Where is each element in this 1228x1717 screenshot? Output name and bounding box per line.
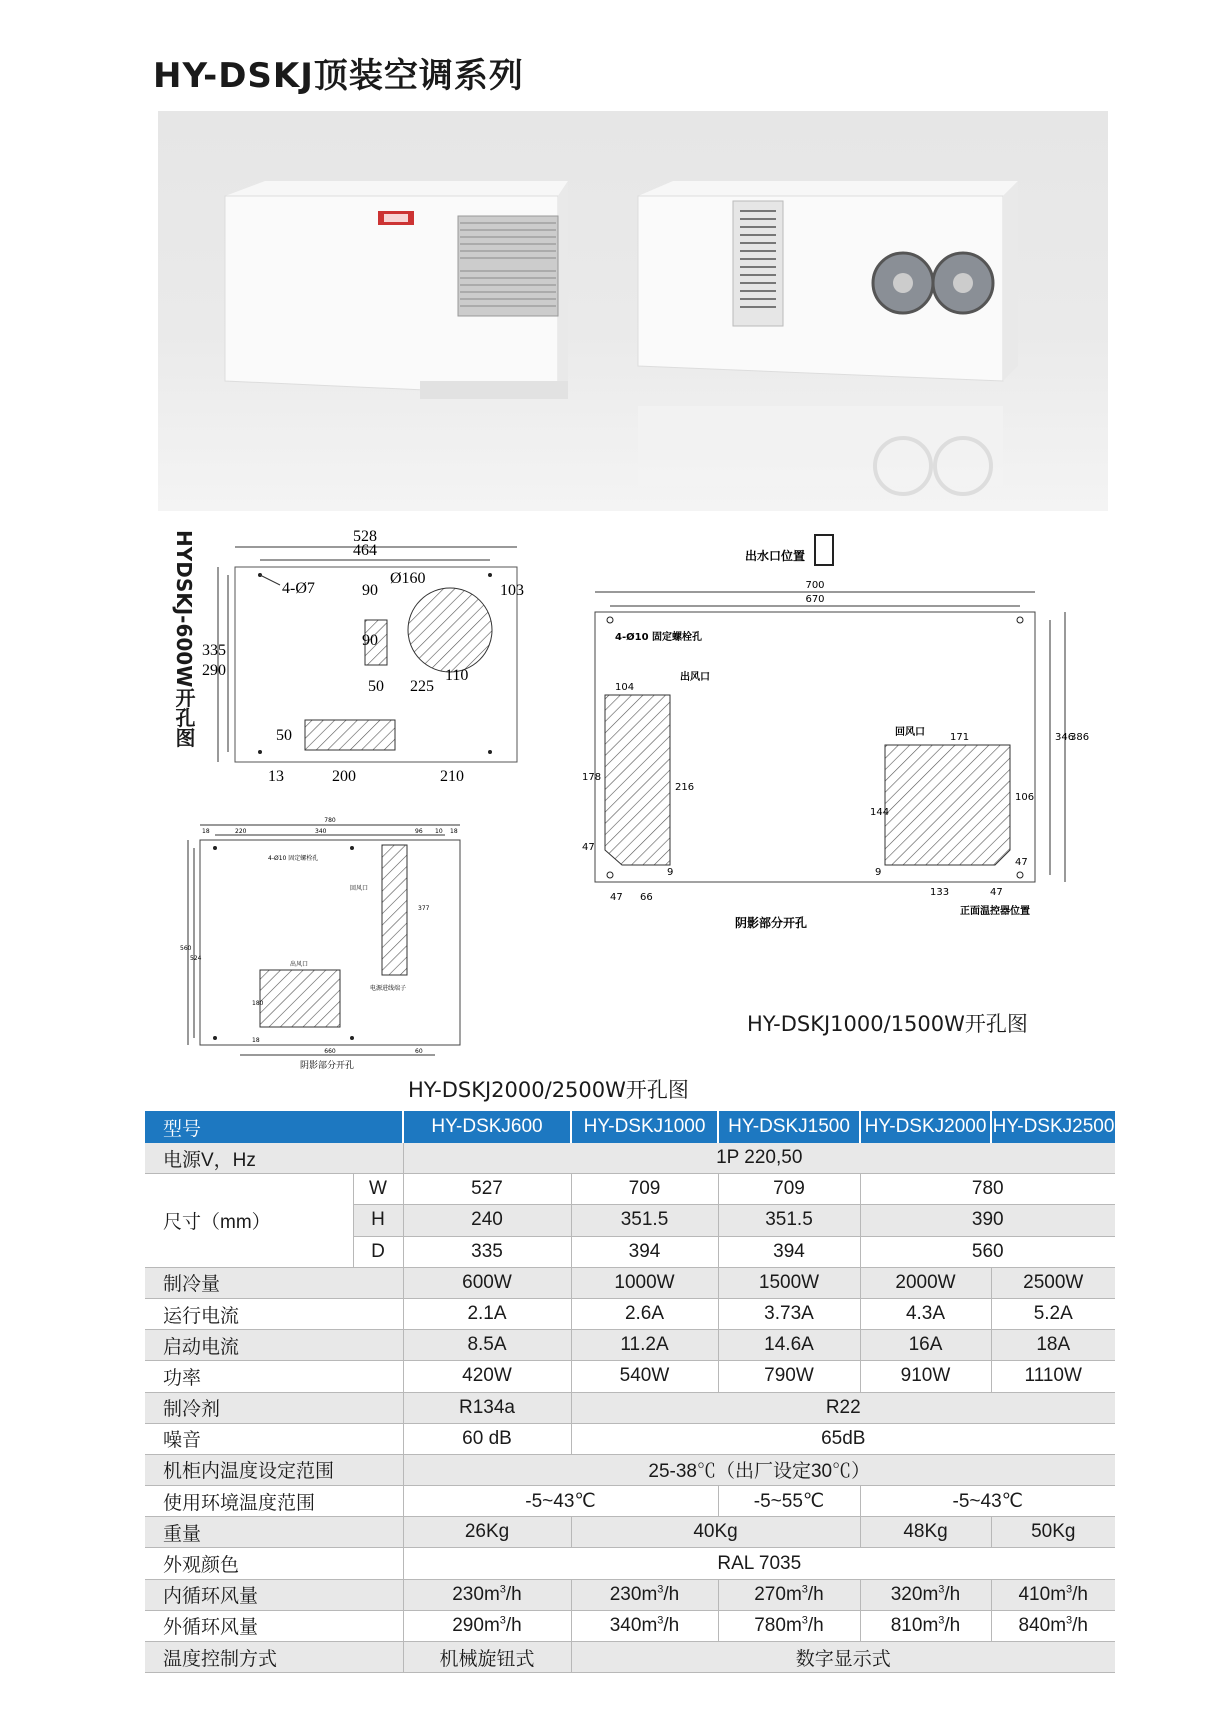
dim-9b: 9 — [875, 867, 882, 878]
value: 270 — [754, 1583, 786, 1605]
dim-106: 106 — [1015, 792, 1035, 803]
cell — [403, 1610, 571, 1641]
cell: 2.1A — [403, 1298, 571, 1329]
cell: 50Kg — [991, 1517, 1115, 1548]
dim-178: 178 — [582, 772, 602, 783]
dim-hole: 4-Ø7 — [282, 580, 315, 597]
unit: /h — [663, 1614, 680, 1636]
unit-sup: 3 — [1066, 1583, 1073, 1596]
value: 780 — [754, 1614, 786, 1636]
cell: 25-38℃（出厂设定30℃） — [403, 1454, 1115, 1485]
cell — [571, 1610, 718, 1641]
unit-sup: 3 — [938, 1614, 945, 1627]
page-title: HY-DSKJ顶装空调系列 — [153, 56, 524, 96]
cell: 2.6A — [571, 1298, 718, 1329]
label-air-out: 出风口 — [680, 672, 710, 683]
header-1500: HY-DSKJ1500 — [718, 1111, 860, 1143]
dim-103: 103 — [500, 582, 524, 599]
label-shaded: 阴影部分开孔 — [735, 916, 808, 930]
cell: 910W — [860, 1361, 991, 1392]
unit: m — [785, 1614, 802, 1636]
dim-13: 13 — [268, 768, 284, 785]
dim-700: 700 — [805, 580, 825, 591]
dim-133: 133 — [930, 887, 950, 898]
dim-18b: 18 — [450, 828, 458, 835]
row-label: 制冷量 — [145, 1267, 403, 1298]
drawing-600w — [200, 515, 540, 795]
unit: /h — [807, 1614, 824, 1636]
cell: 40Kg — [571, 1517, 860, 1548]
cell: -5~43℃ — [403, 1486, 718, 1517]
unit: m — [641, 1614, 658, 1636]
value: 410 — [1018, 1583, 1051, 1605]
table-header-row — [145, 1111, 1115, 1143]
unit: /h — [505, 1614, 522, 1636]
unit-sup: 3 — [1066, 1614, 1073, 1627]
value: 810 — [890, 1614, 923, 1636]
unit: /h — [1072, 1614, 1088, 1636]
table-row — [145, 1298, 1115, 1329]
unit-sup: 3 — [938, 1583, 945, 1596]
spec-table — [145, 1111, 1115, 1673]
dim-220: 220 — [235, 828, 247, 835]
cell: 390 — [860, 1205, 1115, 1236]
cell: 780 — [860, 1174, 1115, 1205]
label-power: 电源进线端子 — [370, 985, 407, 992]
row-label: 噪音 — [145, 1423, 403, 1454]
row-label: 重量 — [145, 1517, 403, 1548]
product-photo — [158, 111, 1108, 511]
row-label: 运行电流 — [145, 1298, 403, 1329]
cell — [991, 1579, 1115, 1610]
cell: D — [353, 1236, 403, 1267]
cell — [991, 1610, 1115, 1641]
cell: 394 — [718, 1236, 860, 1267]
unit: m — [483, 1583, 500, 1605]
label-air-out-2000: 回风口 — [350, 885, 369, 892]
dim-18: 18 — [252, 1037, 260, 1044]
cell: 240 — [403, 1205, 571, 1236]
dim-340: 340 — [315, 828, 327, 835]
table-row — [145, 1548, 1115, 1579]
drawing-1000w — [570, 530, 1110, 990]
cell: 600W — [403, 1267, 571, 1298]
table-row — [145, 1517, 1115, 1548]
cell: 18A — [991, 1330, 1115, 1361]
cell — [718, 1610, 860, 1641]
label-air-return-2000: 出风口 — [290, 961, 309, 968]
unit: /h — [505, 1583, 522, 1605]
value: 230 — [452, 1583, 484, 1605]
cell: 1P 220,50 — [403, 1143, 1115, 1174]
header-2000: HY-DSKJ2000 — [860, 1111, 991, 1143]
table-row — [145, 1642, 1115, 1673]
cell: 709 — [571, 1174, 718, 1205]
unit-sup: 3 — [801, 1614, 808, 1627]
cell: 2500W — [991, 1267, 1115, 1298]
row-label: 启动电流 — [145, 1330, 403, 1361]
dim-10: 10 — [435, 828, 443, 835]
row-label: 尺寸（mm） — [145, 1174, 353, 1268]
value: 320 — [890, 1583, 923, 1605]
row-label: 外循环风量 — [145, 1610, 403, 1641]
dim-660: 660 — [324, 1048, 336, 1055]
value: 340 — [609, 1614, 642, 1636]
dim-386: 386 — [1070, 732, 1090, 743]
cell: 351.5 — [718, 1205, 860, 1236]
dim-18a: 18 — [202, 828, 210, 835]
cell: 420W — [403, 1361, 571, 1392]
dim-780: 780 — [324, 817, 336, 824]
dim-528: 528 — [353, 528, 377, 545]
cell — [860, 1579, 991, 1610]
dim-47a: 47 — [582, 842, 595, 853]
unit: m — [922, 1583, 939, 1605]
unit-sup: 3 — [499, 1583, 506, 1596]
label-fix-hole: 4-Ø10 固定螺栓孔 — [615, 632, 703, 643]
dim-50: 50 — [368, 678, 384, 695]
dim-47b: 47 — [1015, 857, 1028, 868]
dim-200: 200 — [332, 768, 356, 785]
dim-96: 96 — [415, 828, 423, 835]
unit-sup: 3 — [657, 1583, 664, 1596]
row-label: 电源V，Hz — [145, 1143, 403, 1174]
dim-47c: 47 — [990, 887, 1003, 898]
dim-9a: 9 — [667, 867, 674, 878]
value: 230 — [609, 1583, 642, 1605]
label-air-return: 回风口 — [895, 727, 925, 738]
water-outlet-icon — [815, 535, 833, 565]
table-row — [145, 1423, 1115, 1454]
dim-524: 524 — [190, 955, 202, 962]
unit: m — [1050, 1583, 1067, 1605]
cell: 14.6A — [718, 1330, 860, 1361]
dim-560: 560 — [180, 945, 192, 952]
cell: 2000W — [860, 1267, 991, 1298]
unit: /h — [807, 1583, 824, 1605]
table-row — [145, 1174, 1115, 1205]
unit: /h — [944, 1614, 961, 1636]
cell: 335 — [403, 1236, 571, 1267]
dim-290: 290 — [202, 662, 226, 679]
dim-225: 225 — [410, 678, 434, 695]
cell: 机械旋钮式 — [403, 1642, 571, 1673]
cell — [718, 1579, 860, 1610]
unit: m — [922, 1614, 939, 1636]
cell: R22 — [571, 1392, 1115, 1423]
unit: /h — [944, 1583, 961, 1605]
drawing-2000w — [180, 810, 480, 1080]
cell: 48Kg — [860, 1517, 991, 1548]
cell: 16A — [860, 1330, 991, 1361]
cell — [860, 1610, 991, 1641]
dim-60: 60 — [415, 1048, 423, 1055]
unit: m — [1050, 1614, 1067, 1636]
dim-464: 464 — [353, 542, 377, 559]
dim-90b: 90 — [362, 632, 378, 649]
cell: 数字显示式 — [571, 1642, 1115, 1673]
value: 290 — [452, 1614, 484, 1636]
label-controller: 正面温控器位置 — [960, 906, 1030, 917]
unit: m — [641, 1583, 658, 1605]
cell: 5.2A — [991, 1298, 1115, 1329]
dim-circle: Ø160 — [390, 570, 426, 587]
cell: 394 — [571, 1236, 718, 1267]
unit-sup: 3 — [499, 1614, 506, 1627]
row-label: 功率 — [145, 1361, 403, 1392]
value: 840 — [1018, 1614, 1051, 1636]
row-label: 机柜内温度设定范围 — [145, 1454, 403, 1485]
cell: 540W — [571, 1361, 718, 1392]
table-row — [145, 1610, 1115, 1641]
label-fix-hole-2000: 4-Ø10 固定螺栓孔 — [268, 855, 319, 862]
unit: /h — [1072, 1583, 1088, 1605]
row-label: 外观颜色 — [145, 1548, 403, 1579]
header-model: 型号 — [145, 1111, 403, 1143]
table-row — [145, 1579, 1115, 1610]
cell: 1110W — [991, 1361, 1115, 1392]
cell: 60 dB — [403, 1423, 571, 1454]
dim-110: 110 — [445, 667, 469, 684]
header-600: HY-DSKJ600 — [403, 1111, 571, 1143]
header-2500: HY-DSKJ2500 — [991, 1111, 1115, 1143]
row-label: 制冷剂 — [145, 1392, 403, 1423]
unit: /h — [663, 1583, 680, 1605]
caption-2000w: HY-DSKJ2000/2500W开孔图 — [408, 1078, 689, 1102]
cell: 4.3A — [860, 1298, 991, 1329]
cell: 1000W — [571, 1267, 718, 1298]
dim-47: 47 — [610, 892, 623, 903]
label-shaded-2000: 阴影部分开孔 — [300, 1061, 355, 1071]
table-row — [145, 1330, 1115, 1361]
dim-144: 144 — [870, 807, 890, 818]
dim-210: 210 — [440, 768, 464, 785]
cell: -5~55℃ — [718, 1486, 860, 1517]
dim-171: 171 — [950, 732, 970, 743]
table-row — [145, 1143, 1115, 1174]
dim-180: 180 — [252, 1000, 264, 1007]
dim-670: 670 — [805, 594, 825, 605]
cell: RAL 7035 — [403, 1548, 1115, 1579]
cell: 11.2A — [571, 1330, 718, 1361]
table-row — [145, 1392, 1115, 1423]
dim-90a: 90 — [362, 582, 378, 599]
table-row — [145, 1454, 1115, 1485]
caption-1000w: HY-DSKJ1000/1500W开孔图 — [747, 1012, 1028, 1036]
cell: 8.5A — [403, 1330, 571, 1361]
dim-66: 66 — [640, 892, 653, 903]
cell: 1500W — [718, 1267, 860, 1298]
cell: 709 — [718, 1174, 860, 1205]
cell: 527 — [403, 1174, 571, 1205]
table-row — [145, 1267, 1115, 1298]
cell: 351.5 — [571, 1205, 718, 1236]
cell: 3.73A — [718, 1298, 860, 1329]
row-label: 使用环境温度范围 — [145, 1486, 403, 1517]
cell: 26Kg — [403, 1517, 571, 1548]
caption-600w: HYDSKJ-600W开孔图 — [172, 530, 196, 748]
header-1000: HY-DSKJ1000 — [571, 1111, 718, 1143]
air-conditioner-units-image — [158, 111, 1108, 511]
cell: 560 — [860, 1236, 1115, 1267]
table-row — [145, 1361, 1115, 1392]
unit-sup: 3 — [657, 1614, 664, 1627]
table-row — [145, 1486, 1115, 1517]
cell: -5~43℃ — [860, 1486, 1115, 1517]
cell — [403, 1579, 571, 1610]
cell — [571, 1579, 718, 1610]
cell: H — [353, 1205, 403, 1236]
dim-216: 216 — [675, 782, 695, 793]
dim-50b: 50 — [276, 727, 292, 744]
dim-335: 335 — [202, 642, 226, 659]
unit: m — [483, 1614, 500, 1636]
cell: 65dB — [571, 1423, 1115, 1454]
dim-346: 346 — [1055, 732, 1075, 743]
cell: 790W — [718, 1361, 860, 1392]
dim-104: 104 — [615, 682, 635, 693]
unit-sup: 3 — [801, 1583, 808, 1596]
cell: W — [353, 1174, 403, 1205]
label-water-outlet: 出水口位置 — [744, 549, 806, 563]
dim-377: 377 — [418, 905, 430, 912]
row-label: 内循环风量 — [145, 1579, 403, 1610]
cell: R134a — [403, 1392, 571, 1423]
unit: m — [785, 1583, 802, 1605]
row-label: 温度控制方式 — [145, 1642, 403, 1673]
